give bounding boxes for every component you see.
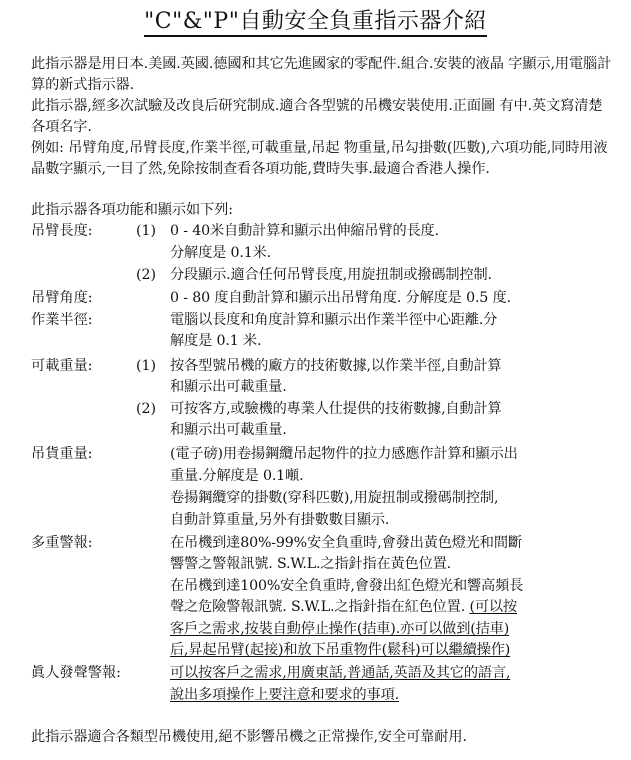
boom-length-item2-num: (2) xyxy=(136,267,157,283)
boom-length-item1-num: (1) xyxy=(136,223,157,239)
capacity-item2-num: (2) xyxy=(136,401,157,417)
boom-length-item1-line1: 0 - 40米自動計算和顯示出伸縮吊臂的長度. xyxy=(170,223,439,239)
capacity-item1-line2: 和顯示出可載重量. xyxy=(170,379,287,395)
boom-length-item2-text: 分段顯示.適合任何吊臂長度,用旋扭制或撥碼制控制. xyxy=(170,267,492,283)
load-weight-label: 吊貨重量: xyxy=(31,446,93,462)
boom-length-label: 吊臂長度: xyxy=(31,223,93,239)
capacity-label: 可載重量: xyxy=(31,358,93,374)
multi-alarm-line4-row xyxy=(170,597,595,618)
multi-alarm-line3: 在吊機到達100%安全負重時,會發出紅色燈光和響高頻長 xyxy=(170,578,524,594)
multi-alarm-line1: 在吊機到達80%-99%安全負重時,會發出黃色燈光和間斷 xyxy=(170,535,522,551)
capacity-item1-line1: 按各型號吊機的廠方的技術數據,以作業半徑,自動計算 xyxy=(170,358,502,374)
boom-angle-text: 0 - 80 度自動計算和顯示出吊臂角度. 分解度是 0.5 度. xyxy=(170,290,511,306)
voice-alarm-line1: 可以按客戶之需求,用廣東話,普通話,英語及其它的語言, xyxy=(170,665,511,681)
voice-alarm-label: 眞人發聲警報: xyxy=(31,665,121,681)
multi-alarm-underlined-line2: 后,昇起吊臂(起接)和放下吊重物件(鬆科)可以繼續操作) xyxy=(170,642,511,658)
load-weight-line4: 自動計算重量,另外有掛數數目顯示. xyxy=(170,512,390,528)
working-radius-label: 作業半徑: xyxy=(31,312,93,328)
working-radius-line1: 電腦以長度和角度計算和顯示出作業半徑中心距離.分 xyxy=(170,312,498,328)
intro-paragraph-2: 此指示器,經多次試驗及改良后研究制成.適合各型號的吊機安裝使用.正面圖 有中.英文寫清楚各項名字. xyxy=(31,98,603,135)
intro-paragraph-1: 此指示器是用日本.美國.英國.德國和其它先進國家的零配件.組合.安裝的液晶 字顯示,用電腦計算的新式指示器. xyxy=(31,56,612,93)
multi-alarm-line4: 聲之危險警報訊號. S.W.L.之指針指在紅色位置. xyxy=(170,599,466,615)
working-radius-line2: 解度是 0.1 米. xyxy=(170,333,262,349)
intro-paragraph-3: 例如: 吊臂角度,吊臂長度,作業半徑,可載重量,吊起 物重量,吊勾掛數(匹數),六項功能,同時用液晶數字顯示,一目了然,免除按制查看各項功能,費時失事.最適合香港人操作. xyxy=(31,140,608,177)
boom-length-item1-line2: 分解度是 0.1米. xyxy=(170,245,272,261)
load-weight-line3: 卷揚鋼纜穿的掛數(穿科匹數),用旋扭制或撥碼制控制, xyxy=(170,490,499,506)
page-title xyxy=(0,7,631,37)
load-weight-line1: (電子磅)用卷揚鋼纜吊起物件的拉力感應作計算和顯示出 xyxy=(170,446,518,462)
voice-alarm-line2: 說出多項操作上要注意和要求的事項. xyxy=(170,687,399,703)
multi-alarm-underlined-start: (可以按 xyxy=(469,599,517,615)
multi-alarm-label: 多重警報: xyxy=(31,535,93,551)
capacity-item2-line1: 可按客方,或驗機的專業人仕提供的技術數據,自動計算 xyxy=(170,401,502,417)
title-text: "C"&"P"自動安全負重指示器介紹 xyxy=(144,9,487,37)
closing-paragraph: 此指示器適合各類型吊機使用,絕不影響吊機之正常操作,安全可靠耐用. xyxy=(31,729,467,745)
load-weight-line2: 重量.分解度是 0.1噸. xyxy=(170,468,304,484)
multi-alarm-underlined-line1: 客戶之需求,按裝自動停止操作(拮車).亦可以做到(拮車) xyxy=(170,621,510,637)
multi-alarm-line2: 響警之警報訊號. S.W.L.之指針指在黃色位置. xyxy=(170,556,452,572)
intro-paragraph-4: 此指示器各項功能和顯示如下列: xyxy=(31,202,233,218)
boom-angle-label: 吊臂角度: xyxy=(31,290,93,306)
capacity-item2-line2: 和顯示出可載重量. xyxy=(170,422,287,438)
capacity-item1-num: (1) xyxy=(136,358,157,374)
